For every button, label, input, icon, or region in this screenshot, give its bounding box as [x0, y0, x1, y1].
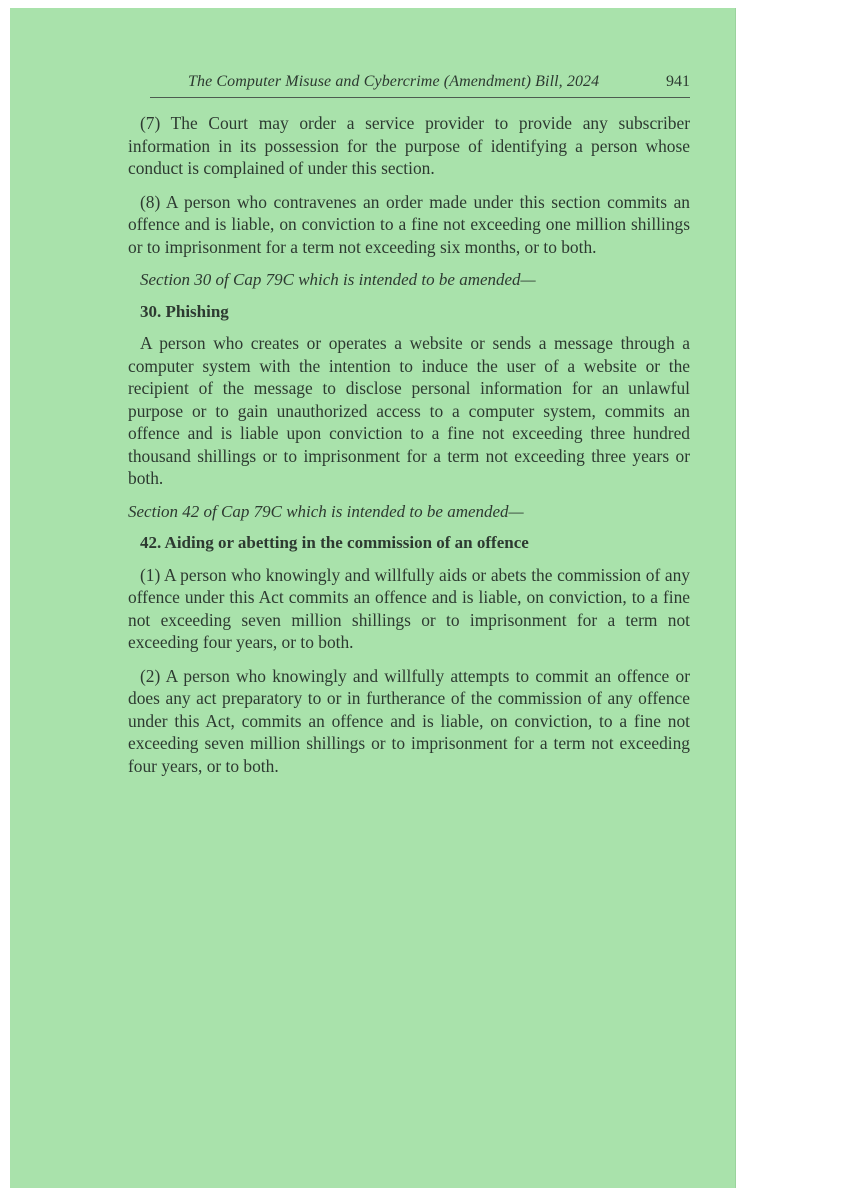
amendment-note-section-30: Section 30 of Cap 79C which is intended to be amended—: [140, 270, 536, 289]
paragraph-subsection-7: (7) The Court may order a service provider to provide any subscriber information in its possession for the purpose of identifying a person whose conduct is complained of under this section.: [128, 113, 690, 178]
section-heading-42: 42. Aiding or abetting in the commission of an offence: [140, 533, 529, 552]
paragraph-subsection-8: (8) A person who contravenes an order made under this section commits an offence and is liable, on conviction to a fine not exceeding one million shillings or to imprisonment for a term not exceeding six months, or to both.: [128, 191, 690, 257]
paragraph-section-42-2: (2) A person who knowingly and willfully attempts to commit an offence or does any act preparatory to or in furtherance of the commission of any offence under this Act, commits an offence and is liable, on conviction, to a fine not exceeding seven million shillings or to imprisonment for a term not exceeding four years, or to both.: [128, 665, 690, 776]
running-title: The Computer Misuse and Cybercrime (Amendment) Bill, 2024: [188, 73, 600, 90]
section-heading-30: 30. Phishing: [140, 301, 229, 321]
document-body: [128, 112, 690, 788]
paragraph-section-42-1: (1) A person who knowingly and willfully aids or abets the commission of any offence under this Act commits an offence and is liable, on conviction, to a fine not exceeding seven million shillings or to imprisonment for a term not exceeding four years, or to both.: [128, 564, 690, 652]
paragraph-phishing: A person who creates or operates a website or sends a message through a computer system with the intention to induce the user of a website or the recipient of the message to disclose personal information for an unlawful purpose or to gain unauthorized access to a computer system, commits an offence and is liable upon conviction to a fine not exceeding three hundred thousand shillings or to imprisonment for a term not exceeding three years or both.: [128, 333, 690, 488]
amendment-note-section-42: Section 42 of Cap 79C which is intended to be amended—: [128, 501, 524, 521]
page-number: 941: [666, 73, 690, 90]
document-page: [10, 8, 736, 1188]
page-header: [150, 69, 690, 98]
